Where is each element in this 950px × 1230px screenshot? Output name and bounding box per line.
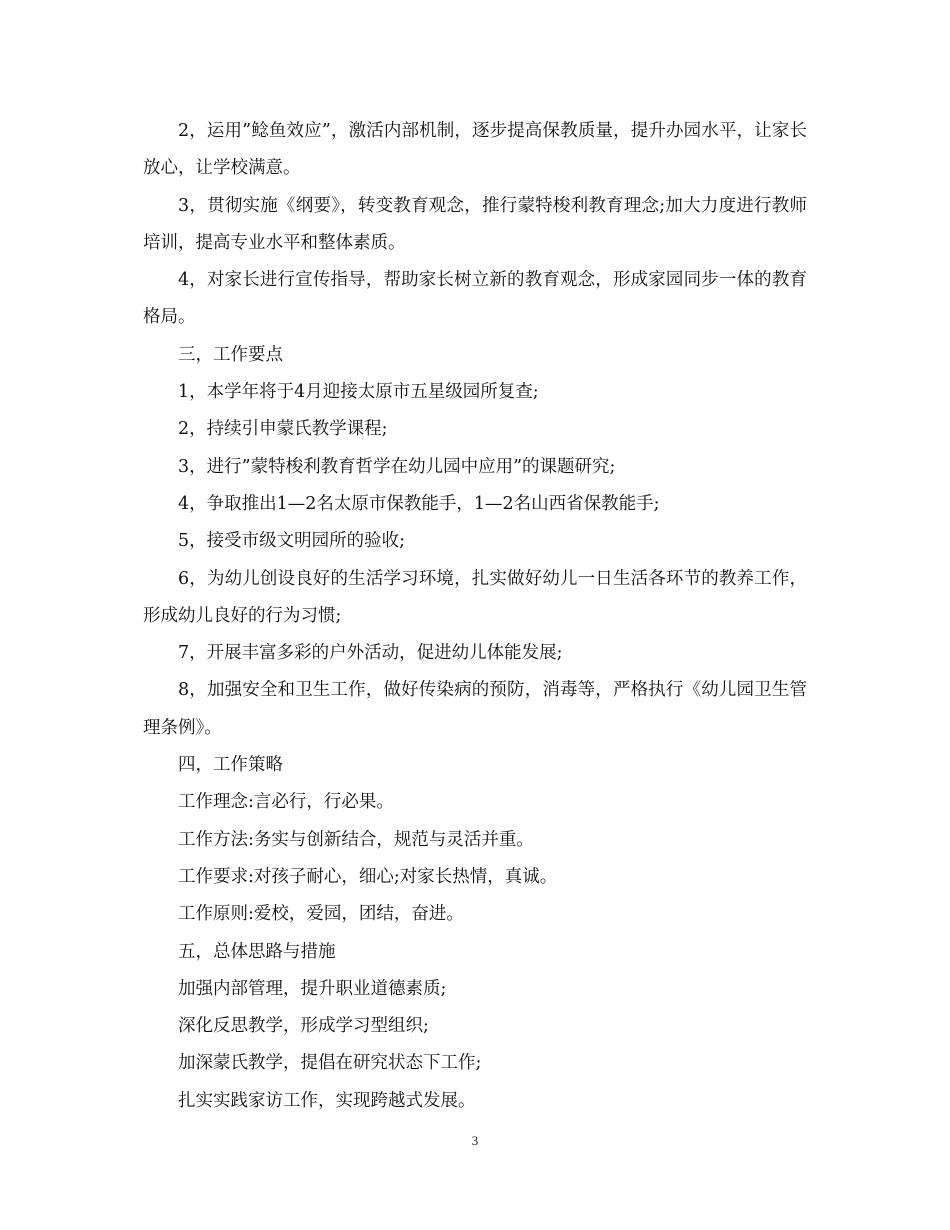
- paragraph: 4，对家长进行宣传指导，帮助家长树立新的教育观念，形成家园同步一体的教育格局。: [143, 270, 807, 328]
- list-item: 6，为幼儿创设良好的生活学习环境，扎实做好幼儿一日生活各环节的教养工作，形成幼儿良好的行为习惯;: [143, 568, 807, 626]
- page-number: 3: [471, 1133, 479, 1148]
- list-item: 3，进行”蒙特梭利教育哲学在幼儿园中应用”的课题研究;: [178, 456, 616, 477]
- paragraph: 工作理念:言必行，行必果。: [178, 792, 394, 813]
- paragraph: 加强内部管理，提升职业道德素质;: [178, 978, 447, 999]
- paragraph: 工作方法:务实与创新结合，规范与灵活并重。: [178, 829, 534, 850]
- list-item: 7，开展丰富多彩的户外活动，促进幼儿体能发展;: [178, 643, 563, 664]
- section-heading: 三，工作要点: [178, 344, 283, 365]
- paragraph: 2，运用”鲶鱼效应”，激活内部机制，逐步提高保教质量，提升办园水平，让家长放心，让学校满意。: [143, 121, 807, 179]
- list-item: 5，接受市级文明园所的验收;: [178, 531, 406, 552]
- paragraph: 加深蒙氏教学，提倡在研究状态下工作;: [178, 1053, 482, 1074]
- list-item: 1，本学年将于4月迎接太原市五星级园所复查;: [178, 382, 539, 403]
- paragraph: 工作要求:对孩子耐心，细心;对家长热情，真诚。: [178, 866, 558, 887]
- list-item: 8，加强安全和卫生工作，做好传染病的预防，消毒等，严格执行《幼儿园卫生管理条例》。: [143, 680, 807, 738]
- paragraph: 扎实实践家访工作，实现跨越式发展。: [178, 1090, 476, 1111]
- section-heading: 四，工作策略: [178, 755, 283, 776]
- paragraph: 工作原则:爱校，爱园，团结，奋进。: [178, 904, 464, 925]
- list-item: 4，争取推出1—2名太原市保教能手，1—2名山西省保教能手;: [178, 493, 660, 514]
- list-item: 2，持续引申蒙氏教学课程;: [178, 419, 388, 440]
- section-heading: 五，总体思路与措施: [178, 941, 336, 962]
- document-body: [143, 113, 807, 1120]
- paragraph: 3，贯彻实施《纲要》，转变教育观念，推行蒙特梭利教育理念;加大力度进行教师培训，提高专业水平和整体素质。: [143, 195, 807, 253]
- paragraph: 深化反思教学，形成学习型组织;: [178, 1016, 429, 1037]
